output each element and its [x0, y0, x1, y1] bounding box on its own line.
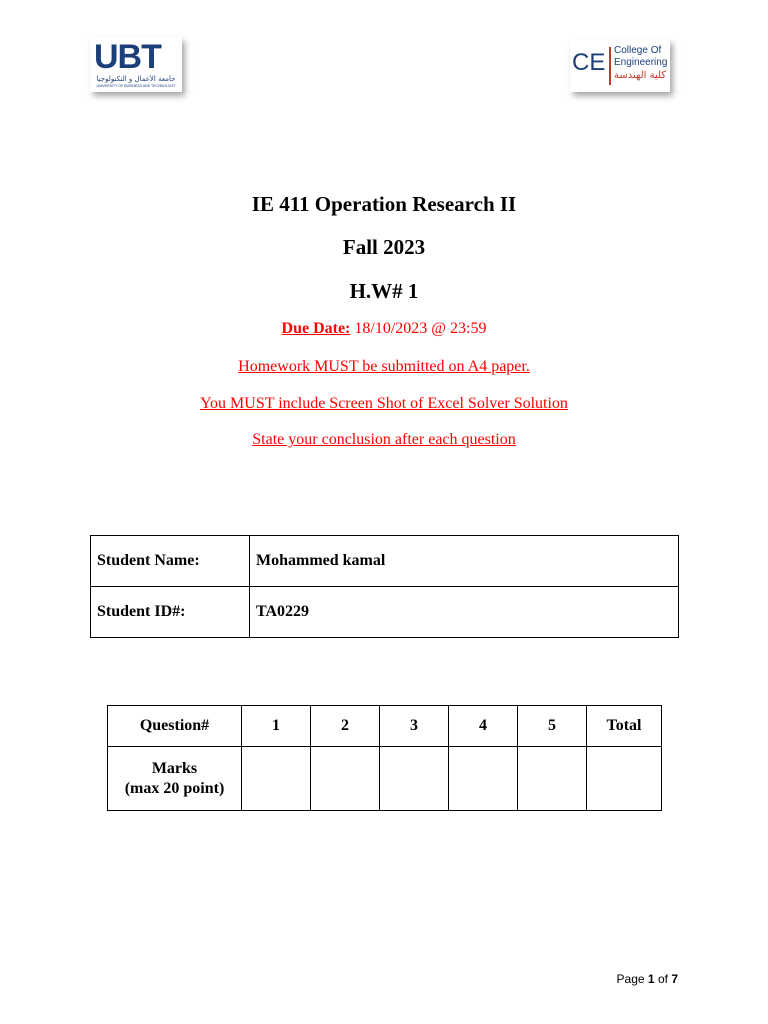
notice-conclusion: State your conclusion after each question — [252, 431, 516, 448]
course-title: IE 411 Operation Research II — [251, 192, 517, 216]
notice-a4-paper: Homework MUST be submitted on A4 paper. — [238, 358, 530, 375]
student-name-row — [91, 536, 679, 587]
ubt-logo — [90, 37, 182, 92]
term-title: Fall 2023 — [342, 235, 426, 259]
question-col-3: 3 — [380, 706, 449, 747]
question-col-5: 5 — [518, 706, 587, 747]
marks-cell-total — [587, 747, 662, 811]
ce-logo-line1: College Of — [614, 45, 662, 56]
page-current: 1 — [647, 972, 655, 986]
marks-row-label — [108, 747, 242, 811]
question-col-total: Total — [587, 706, 662, 747]
marks-row — [108, 747, 662, 811]
marks-header-row — [108, 706, 662, 747]
marks-label-line2: (max 20 point) — [124, 779, 225, 797]
student-name-label: Student Name: — [91, 536, 250, 587]
homework-title: H.W# 1 — [349, 279, 419, 303]
page-total: 7 — [671, 972, 678, 986]
ce-logo-divider — [609, 47, 611, 85]
notice-excel-screenshot: You MUST include Screen Shot of Excel Solver Solution — [200, 395, 568, 412]
ubt-logo-arabic: جامعة الأعمال و التكنولوجيا — [96, 75, 176, 83]
of-word: of — [657, 972, 668, 986]
page-word: Page — [616, 972, 645, 986]
question-col-4: 4 — [449, 706, 518, 747]
due-date-value: 18/10/2023 @ 23:59 — [354, 320, 487, 337]
marks-cell-5 — [518, 747, 587, 811]
due-date-label: Due Date: — [281, 320, 351, 337]
due-date-line — [0, 320, 768, 338]
marks-table — [107, 705, 662, 811]
college-of-engineering-logo — [570, 39, 670, 92]
ce-logo-line2: Engineering — [614, 57, 668, 68]
ce-logo-letters: CE — [572, 49, 606, 76]
page-number — [617, 972, 678, 986]
marks-cell-3 — [380, 747, 449, 811]
question-col-2: 2 — [311, 706, 380, 747]
marks-cell-1 — [242, 747, 311, 811]
student-info-table — [90, 535, 679, 638]
question-header: Question# — [108, 706, 242, 747]
question-col-1: 1 — [242, 706, 311, 747]
student-name-value: Mohammed kamal — [250, 536, 679, 587]
marks-cell-4 — [449, 747, 518, 811]
student-id-value: TA0229 — [250, 587, 679, 638]
marks-label-line1: Marks — [151, 759, 198, 777]
student-id-row — [91, 587, 679, 638]
ubt-logo-english: UNIVERSITY OF BUSINESS AND TECHNOLOGY — [96, 84, 176, 88]
marks-cell-2 — [311, 747, 380, 811]
ce-logo-arabic: كلية الهندسة — [614, 70, 667, 81]
ubt-logo-text: UBT — [94, 38, 161, 76]
student-id-label: Student ID#: — [91, 587, 250, 638]
